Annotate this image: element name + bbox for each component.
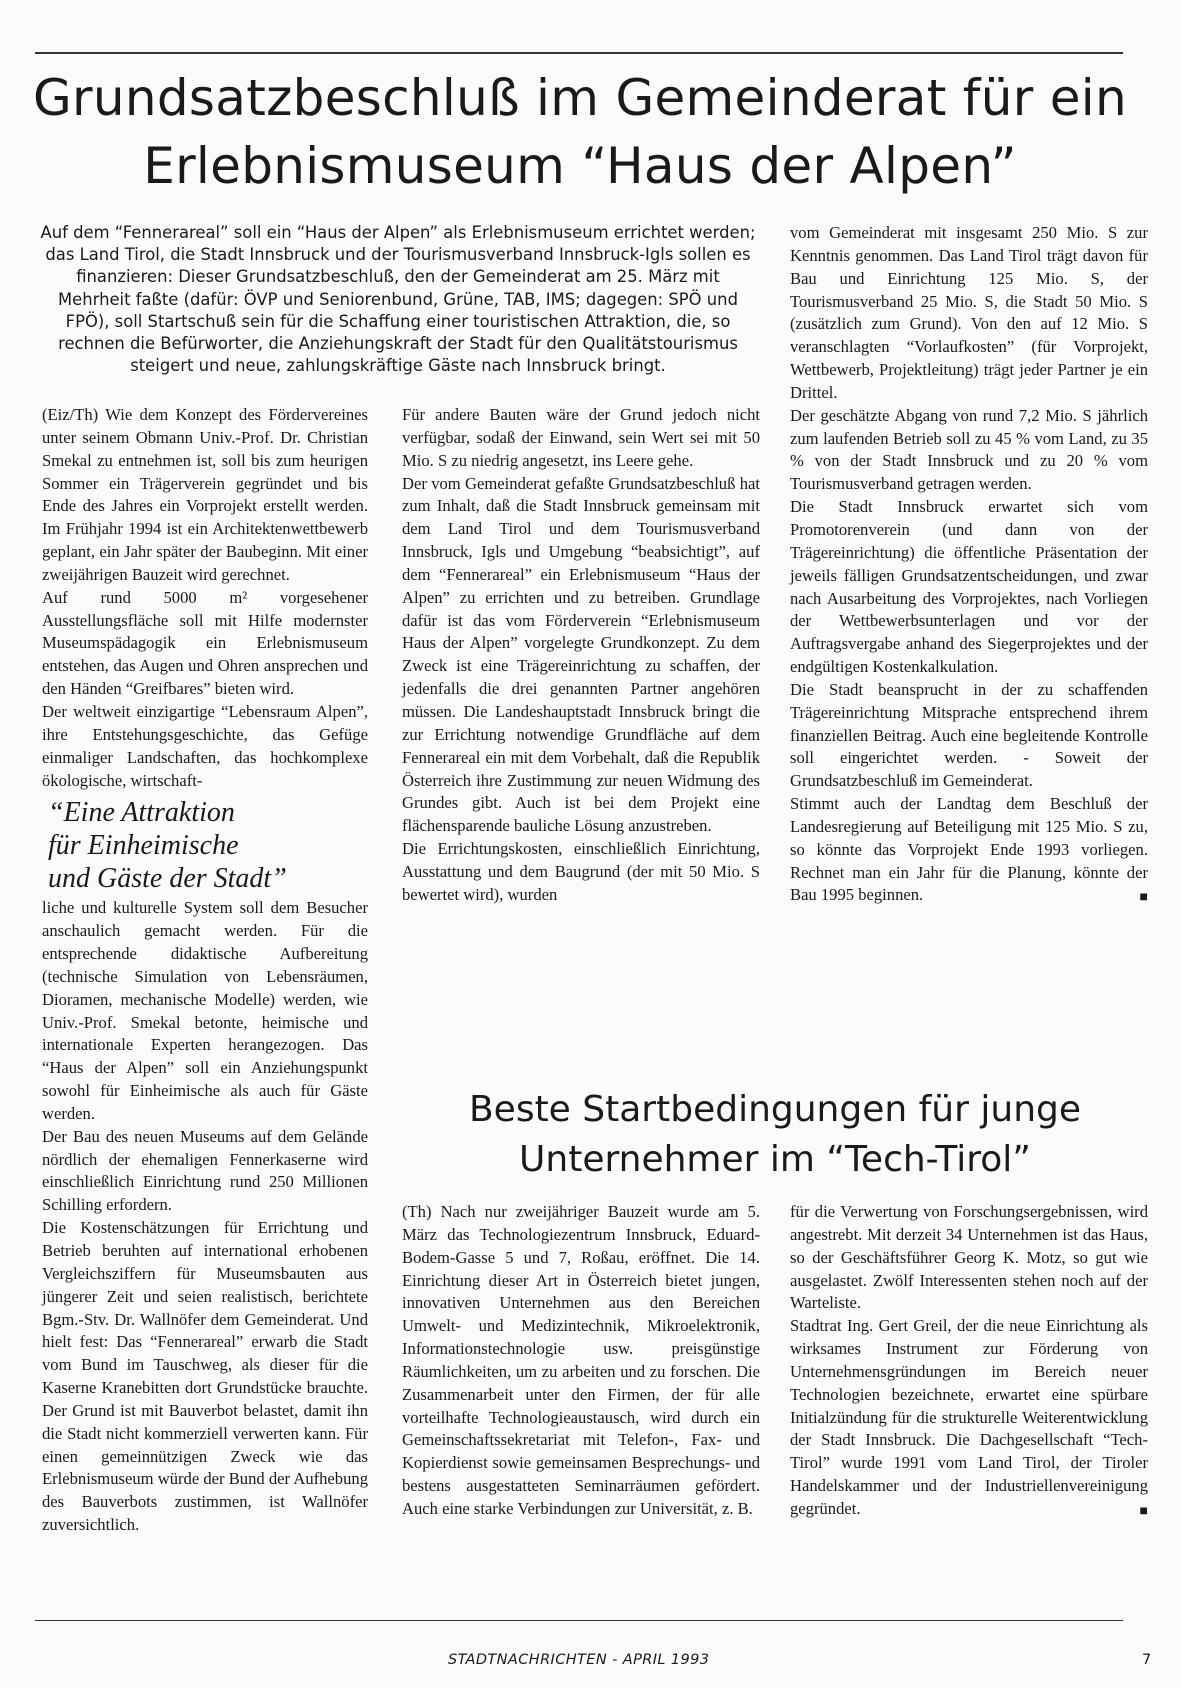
pull-quote xyxy=(48,796,368,895)
paragraph: Die Stadt beansprucht in der zu schaffenden Trägereinrichtung Mitsprache entsprechend ihrem finanziellen Beitrag. Auch eine begleitende Kontrolle soll eingerichtet werden. - Soweit der Grundsatzbeschluß im Gemeinderat. xyxy=(790,679,1148,791)
article-2-title: Beste Startbedingungen für junge Unternehmer im “Tech-Tirol” xyxy=(468,1089,1082,1180)
article-1-column-2 xyxy=(402,404,760,907)
paragraph xyxy=(790,1315,1148,1521)
paragraph xyxy=(790,793,1148,907)
paragraph: Der vom Gemeinderat gefaßte Grundsatzbeschluß hat zum Inhalt, daß die Stadt Innsbruck gemeinsam mit dem Land Tirol und dem Tourismusverband Innsbruck, Igls und Umgebung “beabsichtigt”, auf dem “Fennerareal” ein Erlebnismuseum “Haus der Alpen” zu errichten und zu betreiben. Grundlage dafür ist das vom Förderverein “Erlebnismuseum Haus der Alpen” vorgelegte Grundkonzept. Zu dem Zweck ist eine Trägereinrichtung zu schaffen, der jedenfalls die drei genannten Partner angehören müssen. Die Landeshauptstadt Innsbruck bringt die zur Errichtung notwendige Grundfläche auf dem Fennerareal ein mit dem Vorbehalt, daß die Republik Österreich ihre Zustimmung zur neuen Widmung des Grundes gibt. Auch ist bei dem Projekt eine flächensparende bauliche Lösung anzustreben. xyxy=(402,473,760,836)
top-rule xyxy=(35,52,1123,54)
paragraph: liche und kulturelle System soll dem Besucher anschaulich gemacht werden. Für die entsprechende didaktische Aufbereitung (technische Simulation von Lebensräumen, Dioramen, mechanische Modelle) werden, wie Univ.-Prof. Smekal betonte, heimische und internationale Experten herangezogen. Das “Haus der Alpen” soll ein Anziehungspunkt sowohl für Einheimische als auch für Gäste werden. xyxy=(42,898,368,1123)
article-1-title: Grundsatzbeschluß im Gemeinderat für ein Erlebnismuseum “Haus der Alpen” xyxy=(33,69,1127,195)
pull-quote-line: für Einheimische xyxy=(48,830,239,862)
paragraph: für die Verwertung von Forschungsergebnissen, wird angestrebt. Mit derzeit 34 Unternehmen ist das Haus, so der Geschäftsführer Georg K. Motz, so gut wie ausgelastet. Zwölf Interessenten stehen noch auf der Warteliste. xyxy=(790,1202,1148,1313)
end-mark-icon: ■ xyxy=(1139,890,1148,906)
article-1-column-3 xyxy=(790,222,1148,910)
paragraph: Auf rund 5000 m² vorgesehener Ausstellungsfläche soll mit Hilfe modernster Museumspädagogik ein Erlebnismuseum entstehen, das Augen und Ohren ansprechen und den Händen “Greifbares” bieten wird. xyxy=(42,587,368,699)
paragraph: Der weltweit einzigartige “Lebensraum Alpen”, ihre Entstehungsgeschichte, das Gefüge einmaliger Landschaften, das hochkomplexe ökologische, wirtschaft- xyxy=(42,701,368,790)
paragraph: Der Bau des neuen Museums auf dem Gelände nördlich der ehemaligen Fennerkaserne wird einschließlich Einrichtung rund 250 Millionen Schilling erfordern. xyxy=(42,1126,368,1215)
pull-quote-line: “Eine Attraktion xyxy=(48,797,235,829)
paragraph: (Th) Nach nur zweijähriger Bauzeit wurde am 5. März das Technologiezentrum Innsbruck, Eduard-Bodem-Gasse 5 und 7, Roßau, eröffnet. Die 14. Einrichtung dieser Art in Österreich bietet jungen, innovativen Unternehmen aus den Bereichen Umwelt- und Medizintechnik, Mikroelektronik, Informationstechnologie usw. preisgünstige Räumlichkeiten, um zu arbeiten und zu forschen. Die Zusammenarbeit unter den Firmen, der für alle vorteilhafte Technologieaustausch, wird durch ein Gemeinschaftssekretariat mit Telefon-, Fax- und Kopierdienst sowie gemeinsamen Besprechungs- und bestens ausgestatteten Seminarräumen gefördert. Auch eine starke Verbindungen zur Universität, z. B. xyxy=(402,1202,760,1518)
article-1-lead: Auf dem “Fennerareal” soll ein “Haus der Alpen” als Erlebnismuseum errichtet werden; das Land Tirol, die Stadt Innsbruck und der Tourismusverband Innsbruck-Igls sollen es finanzieren: Dieser Grundsatzbeschluß, den der Gemeinderat am 25. März mit Mehrheit faßte (dafür: ÖVP und Seniorenbund, Grüne, TAB, IMS; dagegen: SPÖ und FPÖ), soll Startschuß sein für die Schaffung einer touristischen Attraktion, die, so rechnen die Befürworter, die Anziehungskraft der Stadt für den Qualitätstourismus steigert und neue, zahlungskräftige Gäste nach Innsbruck bringt. xyxy=(40,223,756,376)
paragraph-text: Stadtrat Ing. Gert Greil, der die neue Einrichtung als wirksames Instrument zur Förderung von Unternehmensgründungen im Bereich neuer Technologien bezeichnete, erwartet eine spürbare Initialzündung für die strukturelle Weiterentwicklung der Stadt Innsbruck. Die Dachgesellschaft “Tech-Tirol” wurde 1991 vom Land Tirol, der Tiroler Handelskammer und der Industriellenvereinigung gegründet. xyxy=(790,1316,1148,1518)
paragraph: Der geschätzte Abgang von rund 7,2 Mio. S jährlich zum laufenden Betrieb soll zu 45 % vom Land, zu 35 % von der Stadt Innsbruck und zu 20 % vom Tourismusverband getragen werden. xyxy=(790,405,1148,494)
magazine-issue: STADTNACHRICHTEN - APRIL 1993 xyxy=(448,1652,710,1668)
paragraph: vom Gemeinderat mit insgesamt 250 Mio. S zur Kenntnis genommen. Das Land Tirol trägt davon für Bau und Einrichtung 125 Mio. S, der Tourismusverband 25 Mio. S, die Stadt 50 Mio. S (zusätzlich zum Grund). Von den auf 12 Mio. S veranschlagten “Vorlaufkosten” (für Vorprojekt, Wettbewerb, Projektleitung) trägt jeder Partner je ein Drittel. xyxy=(790,223,1148,402)
paragraph: Die Stadt Innsbruck erwartet sich vom Promotorenverein (und dann von der Trägereinrichtung) die öffentliche Präsentation der jeweils fälligen Grundsatzentscheidungen, und zwar nach Ausarbeitung des Vorprojektes, nach Vorliegen der Wettbewerbsunterlagen und vor der Auftragsvergabe anhand des Siegerprojektes und der endgültigen Kostenkalkulation. xyxy=(790,497,1148,677)
article-1-column-1 xyxy=(42,404,368,1537)
paragraph: (Eiz/Th) Wie dem Konzept des Fördervereines unter seinem Obmann Univ.-Prof. Dr. Christian Smekal zu entnehmen ist, soll bis zum heurigen Sommer ein Trägerverein gegründet und bis Ende des Jahres ein Vorprojekt erstellt werden. Im Frühjahr 1994 ist ein Architektenwettbewerb geplant, ein Jahr später der Baubeginn. Mit einer zweijährigen Bauzeit wird gerechnet. xyxy=(42,405,368,584)
end-mark-icon: ■ xyxy=(1139,1503,1148,1519)
article-2-column-2 xyxy=(790,1201,1148,1524)
paragraph-text: Stimmt auch der Landtag dem Beschluß der Landesregierung auf Beteiligung mit 125 Mio. S zu, so könnte das Vorprojekt Ende 1993 vorliegen. Rechnet man ein Jahr für die Planung, könnte der Bau 1995 beginnen. xyxy=(790,794,1148,905)
bottom-rule xyxy=(35,1620,1123,1621)
paragraph: Für andere Bauten wäre der Grund jedoch nicht verfügbar, sodaß der Einwand, sein Wert sei mit 50 Mio. S zu niedrig angesetzt, ins Leere gehe. xyxy=(402,405,760,470)
paragraph: Die Errichtungskosten, einschließlich Einrichtung, Ausstattung und dem Baugrund (der mit 50 Mio. S bewertet wird), wurden xyxy=(402,839,760,904)
paragraph: Die Kostenschätzungen für Errichtung und Betrieb beruhten auf international erhobenen Vergleichsziffern für Museumsbauten aus jüngerer Zeit und seien realistisch, berichtete Bgm.-Stv. Dr. Wallnöfer dem Gemeinderat. Und hielt fest: Das “Fennerareal” erwarb die Stadt vom Bund im Tauschweg, als dieser für die Kaserne Kranebitten dort Grundstücke brauchte. Der Grund ist mit Bauverbot belastet, damit ihn die Stadt nicht kommerziell verwerten kann. Für einen gemeinnützigen Zweck wie das Erlebnismuseum würde der Bund der Aufhebung des Bauverbots zustimmen, ist Wallnöfer zuversichtlich. xyxy=(42,1218,368,1535)
article-2-column-1 xyxy=(402,1201,760,1521)
page-number: 7 xyxy=(1142,1652,1152,1668)
pull-quote-line: und Gäste der Stadt” xyxy=(48,863,287,895)
